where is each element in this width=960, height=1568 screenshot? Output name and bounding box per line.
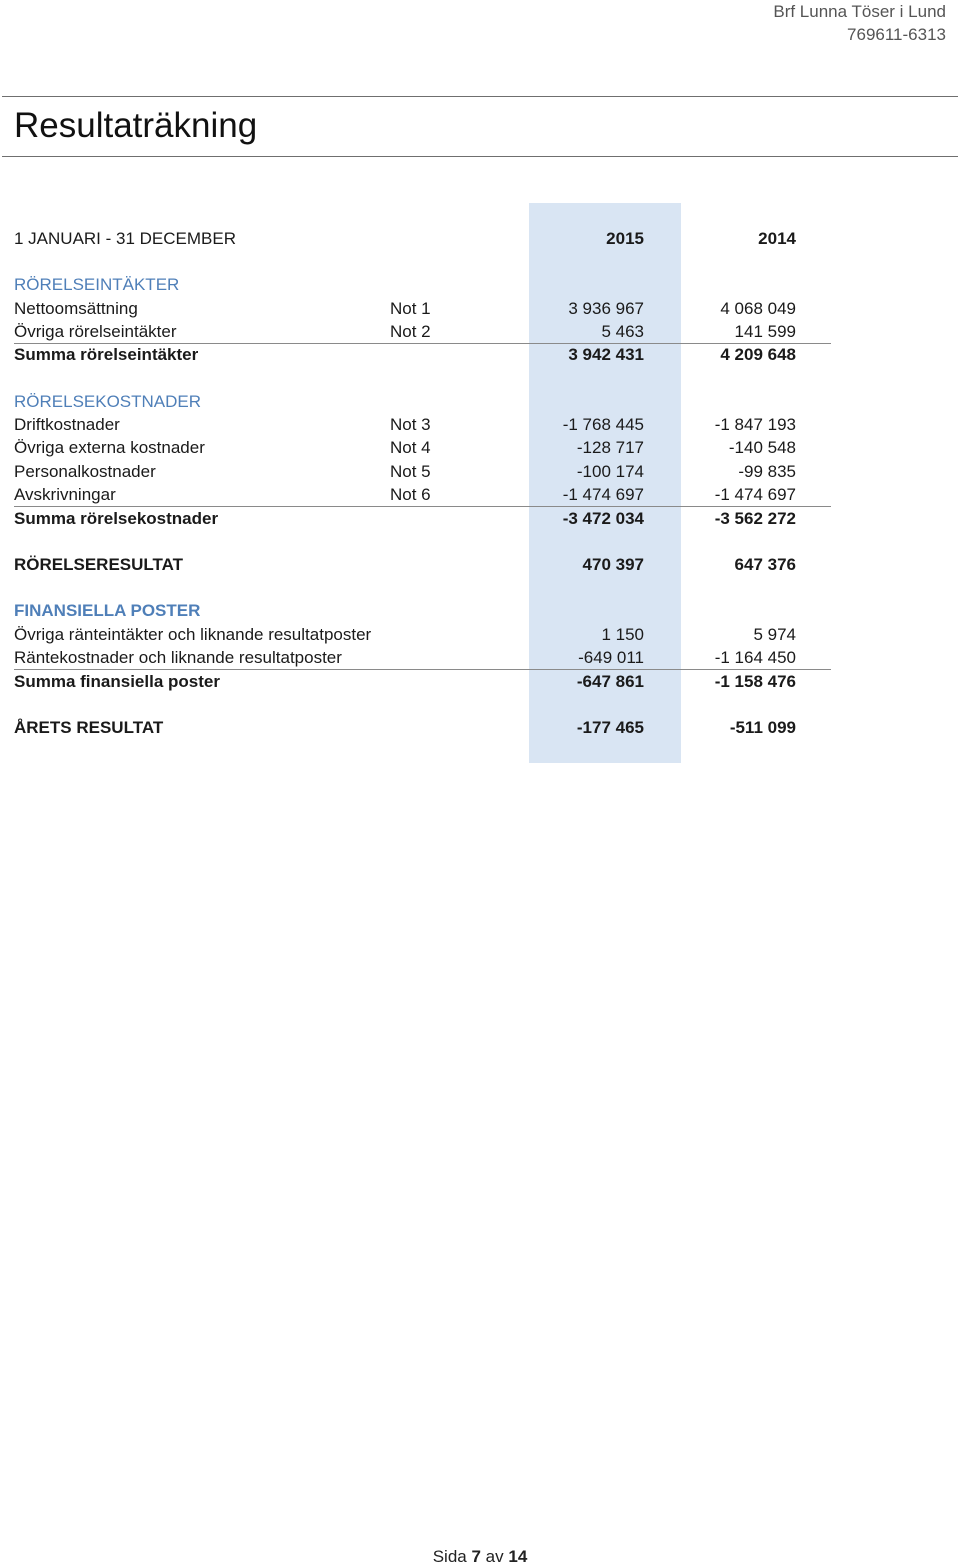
- page-number: 7: [471, 1547, 481, 1566]
- table-row: Räntekostnader och liknande resultatposter -649 011 -1 164 450: [14, 648, 796, 667]
- of-word: av: [485, 1547, 504, 1566]
- page-total: 14: [508, 1547, 528, 1566]
- net-result-row: ÅRETS RESULTAT -177 465 -511 099: [14, 718, 796, 737]
- table-row: Driftkostnader Not 3 -1 768 445 -1 847 193: [14, 415, 796, 434]
- period-label: 1 JANUARI - 31 DECEMBER: [14, 229, 236, 248]
- section-heading-costs: RÖRELSEKOSTNADER: [14, 392, 202, 411]
- total-row-financial: Summa finansiella poster -647 861 -1 158 476: [14, 672, 796, 691]
- total-row-income: Summa rörelseintäkter 3 942 431 4 209 648: [14, 345, 796, 364]
- title-bottom-rule: [2, 156, 958, 157]
- year-current: 2015: [606, 229, 644, 248]
- period-header-row: [0, 227, 960, 250]
- page-title: Resultaträkning: [14, 106, 258, 145]
- table-row: Nettoomsättning Not 1 3 936 967 4 068 049: [14, 299, 796, 318]
- document-header: [773, 0, 946, 46]
- table-row: Övriga rörelseintäkter Not 2 5 463 141 599: [14, 322, 796, 341]
- organization-name: Brf Lunna Töser i Lund: [773, 2, 946, 21]
- section-heading-financial: FINANSIELLA POSTER: [14, 601, 201, 620]
- year-previous: 2014: [758, 229, 796, 248]
- total-row-costs: Summa rörelsekostnader -3 472 034 -3 562 272: [14, 509, 796, 528]
- page-word: Sida: [432, 1547, 467, 1566]
- title-top-rule: [2, 96, 958, 97]
- table-row: Övriga externa kostnader Not 4 -128 717 -140 548: [14, 438, 796, 457]
- organization-number: 769611-6313: [847, 25, 946, 44]
- page-footer: [0, 1546, 960, 1568]
- table-row: Personalkostnader Not 5 -100 174 -99 835: [14, 462, 796, 481]
- table-row: Avskrivningar Not 6 -1 474 697 -1 474 697: [14, 485, 796, 504]
- operating-result-row: RÖRELSERESULTAT 470 397 647 376: [14, 555, 796, 574]
- table-row: Övriga ränteintäkter och liknande resultatposter 1 150 5 974: [14, 625, 796, 644]
- section-heading-income: RÖRELSEINTÄKTER: [14, 275, 180, 294]
